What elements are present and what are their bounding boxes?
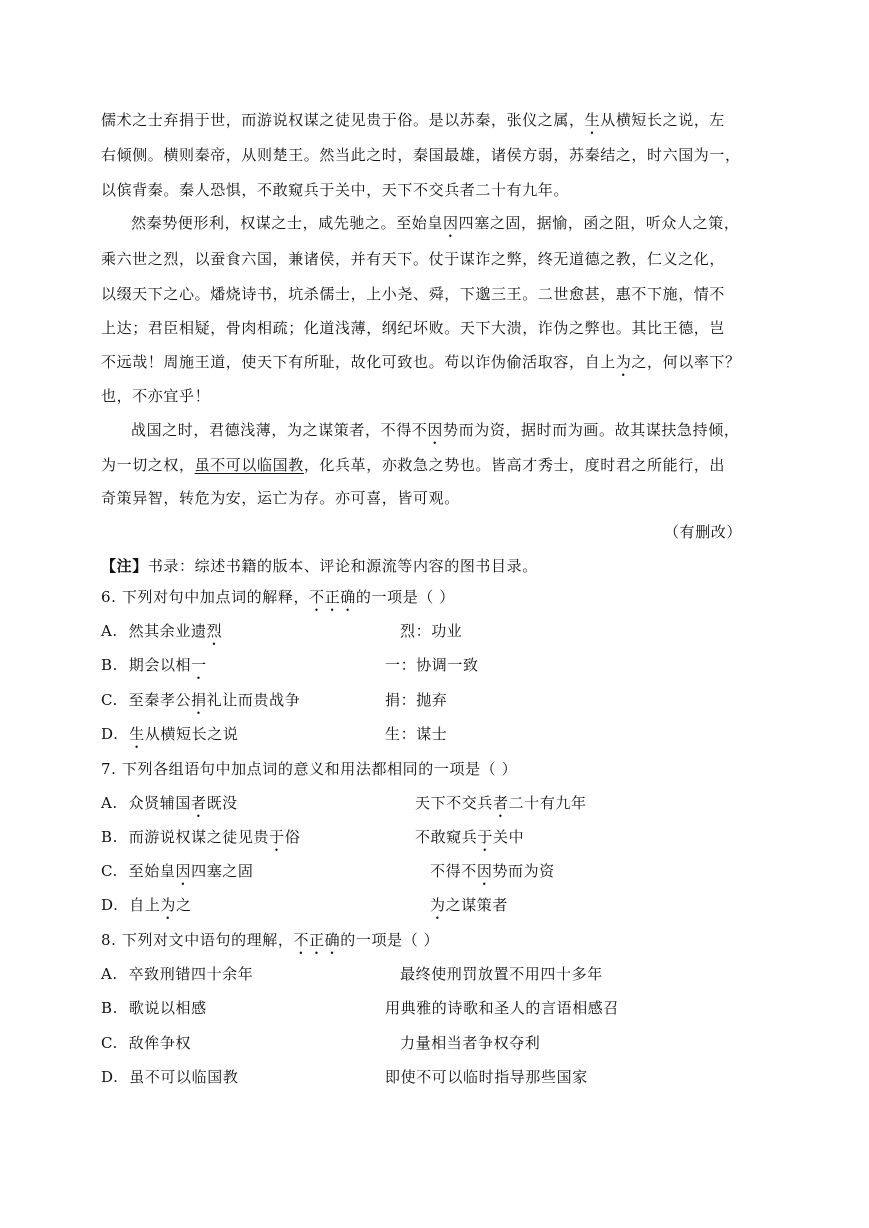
q7-option-b-right [415, 827, 524, 855]
dotted-word: 为 [160, 896, 177, 914]
text-run: 关中 [493, 828, 525, 846]
q6-option-c-explanation: 捐：抛弃 [385, 691, 448, 709]
dotted-word: 为 [615, 353, 632, 371]
passage-line: 以缀天下之心。燔烧诗书，坑杀儒士，上小尧、舜，下邈三王。二世愈甚，惠不下施，情不 [101, 285, 726, 303]
text-run: 四塞之固，据愉，函之阻，听众人之策， [458, 214, 740, 232]
text-run: 战国之时，君德浅薄，为之谋策者，不得不 [131, 421, 428, 439]
dotted-word: 捐 [191, 691, 207, 709]
q7-option-d-left [101, 895, 192, 923]
passage-line: 以傧背秦。秦人恐惧，不敢窥兵于关中，天下不交兵者二十有九年。 [101, 181, 570, 199]
note-text: 书录：综述书籍的版本、评论和源流等内容的图书目录。 [147, 557, 538, 575]
option-letter: D. [101, 896, 119, 914]
passage-line [131, 420, 739, 448]
option-letter: C. [101, 691, 118, 709]
q6-option-b-explanation: 一：协调一致 [385, 656, 479, 674]
dotted-word: 为 [430, 896, 446, 914]
option-letter: C. [101, 1034, 118, 1052]
text-run: 之 [176, 896, 192, 914]
option-text: 虽不可以临国教 [129, 1068, 239, 1086]
option-letter: D. [101, 1068, 119, 1086]
dotted-word: 于 [269, 828, 285, 846]
passage-line [131, 213, 739, 241]
text-run: 天下不交兵 [415, 794, 494, 812]
q6-option-a [101, 621, 222, 649]
text-run: 期会以相 [128, 656, 192, 674]
dotted-word: 不正确 [309, 588, 356, 606]
q7-option-d-right [430, 895, 508, 923]
text-run: 势而为资 [492, 862, 555, 880]
option-text: 敌侔争权 [128, 1034, 192, 1052]
text-run: 之谋策者 [445, 896, 509, 914]
question-6-stem [101, 587, 455, 615]
text-run: 势而为资，据时而为画。故其谋扶急持倾， [443, 421, 740, 439]
dotted-word: 生 [129, 725, 145, 743]
text-run: 礼让而贵战争 [206, 691, 301, 709]
q8-option-a [101, 964, 253, 984]
text-run: 至始皇 [128, 862, 176, 880]
q8-option-d-explanation: 即使不可以临时指导那些国家 [385, 1068, 588, 1086]
passage-line [101, 110, 725, 138]
note-head: 【注】 [101, 557, 148, 575]
text-run: 俗 [284, 828, 301, 846]
q7-option-b-left [101, 827, 300, 855]
option-letter: B. [101, 656, 118, 674]
text-run: 自上 [129, 896, 161, 914]
text-run: 不敢窥兵 [415, 828, 478, 846]
text-run: 的一项是（ ） [340, 931, 440, 949]
option-letter: B. [101, 999, 118, 1017]
text-run: 众贤辅国 [128, 794, 191, 812]
text-run: 从横短长之说 [144, 725, 239, 743]
text-run: 至秦孝公 [128, 691, 192, 709]
question-8-stem [101, 930, 439, 958]
option-letter: A. [101, 622, 118, 640]
q7-option-a-right [415, 793, 587, 821]
q8-option-a-explanation: 最终使刑罚放置不用四十多年 [400, 965, 603, 983]
dotted-word: 生 [584, 111, 601, 129]
passage-line: 也，不亦宜乎！ [101, 387, 211, 405]
footnote [101, 556, 538, 576]
underlined-sentence: 虽不可以临国教 [194, 456, 304, 474]
text-run: 二十有九年 [508, 794, 587, 812]
text-run: 不得不 [430, 862, 477, 880]
q6-option-d-explanation: 生：谋士 [385, 725, 448, 743]
text-run: 从横短长之说，左 [600, 111, 726, 129]
dotted-word: 因 [175, 862, 192, 880]
q8-option-c [101, 1033, 191, 1053]
text-run: 不远哉！周施王道，使天下有所耻，故化可致也。苟以诈伪偷活取容，自上 [101, 353, 616, 371]
q8-option-b-explanation: 用典雅的诗歌和圣人的言语相感召 [385, 999, 620, 1017]
passage-line [101, 352, 741, 380]
dotted-word: 因 [427, 421, 444, 439]
dotted-word: 者 [190, 794, 207, 812]
option-letter: D. [101, 725, 119, 743]
q7-option-c-left [101, 861, 254, 889]
q6-option-c [101, 690, 300, 718]
text-run: ，化兵革，亦救急之势也。皆高才秀士，度时君之所能行，出 [303, 456, 726, 474]
source-note: （有删改） [664, 523, 743, 541]
passage-line [101, 455, 725, 475]
q6-option-a-explanation: 烈：功业 [400, 622, 463, 640]
dotted-word: 不正确 [293, 931, 341, 949]
text-run: 的一项是（ ） [355, 588, 455, 606]
text-run: 四塞之固 [191, 862, 254, 880]
text-run: 儒术之士弃捐于世，而游说权谋之徒见贵于俗。是以苏秦，张仪之属， [101, 111, 585, 129]
q6-option-d [101, 724, 238, 752]
option-text: 歌说以相感 [128, 999, 207, 1017]
dotted-word: 因 [443, 214, 459, 232]
text-run: 6. 下列对句中加点词的解释， [101, 588, 310, 606]
question-7-stem [101, 759, 517, 779]
q8-option-b [101, 998, 207, 1018]
q8-option-d [101, 1067, 238, 1087]
dotted-word: 一 [191, 656, 207, 674]
passage-line: 上达；君臣相疑，骨肉相疏；化道浅薄，纲纪坏败。天下大溃，诈伪之弊也。其比王德，岂 [101, 319, 726, 337]
dotted-word: 烈 [206, 622, 223, 640]
text-run: 既没 [206, 794, 238, 812]
q7-option-a-left [101, 793, 238, 821]
q8-option-c-explanation: 力量相当者争权夺利 [400, 1034, 541, 1052]
q6-option-b [101, 655, 207, 683]
q7-option-c-right [430, 861, 555, 889]
text-run: 而游说权谋之徒见贵 [128, 828, 270, 846]
text-run: 然其余业遗 [128, 622, 207, 640]
text-run: 之，何以率下？ [631, 353, 741, 371]
dotted-word: 因 [476, 862, 493, 880]
dotted-word: 于 [477, 828, 494, 846]
option-text: 卒致刑错四十余年 [128, 965, 254, 983]
option-letter: A. [101, 965, 118, 983]
passage-line: 乘六世之烈，以蚕食六国，兼诸侯，并有天下。仗于谋诈之弊，终无道德之教，仁义之化， [101, 250, 726, 268]
text-run: 为一切之权， [101, 456, 195, 474]
text-run: 8. 下列对文中语句的理解， [101, 931, 294, 949]
text-run: 然秦势便形利，权谋之士，咸先驰之。至始皇 [131, 214, 444, 232]
option-letter: A. [101, 794, 118, 812]
dotted-word: 者 [493, 794, 509, 812]
passage-line: 奇策异智，转危为安，运亡为存。亦可喜，皆可观。 [101, 489, 460, 507]
text-run: 7. 下列各组语句中加点词的意义和用法都相同的一项是（ ） [101, 760, 518, 778]
option-letter: B. [101, 828, 118, 846]
option-letter: C. [101, 862, 118, 880]
passage-line: 右倾侧。横则秦帝，从则楚王。然当此之时，秦国最雄，诸侯方弱，苏秦结之，时六国为一， [101, 146, 741, 164]
